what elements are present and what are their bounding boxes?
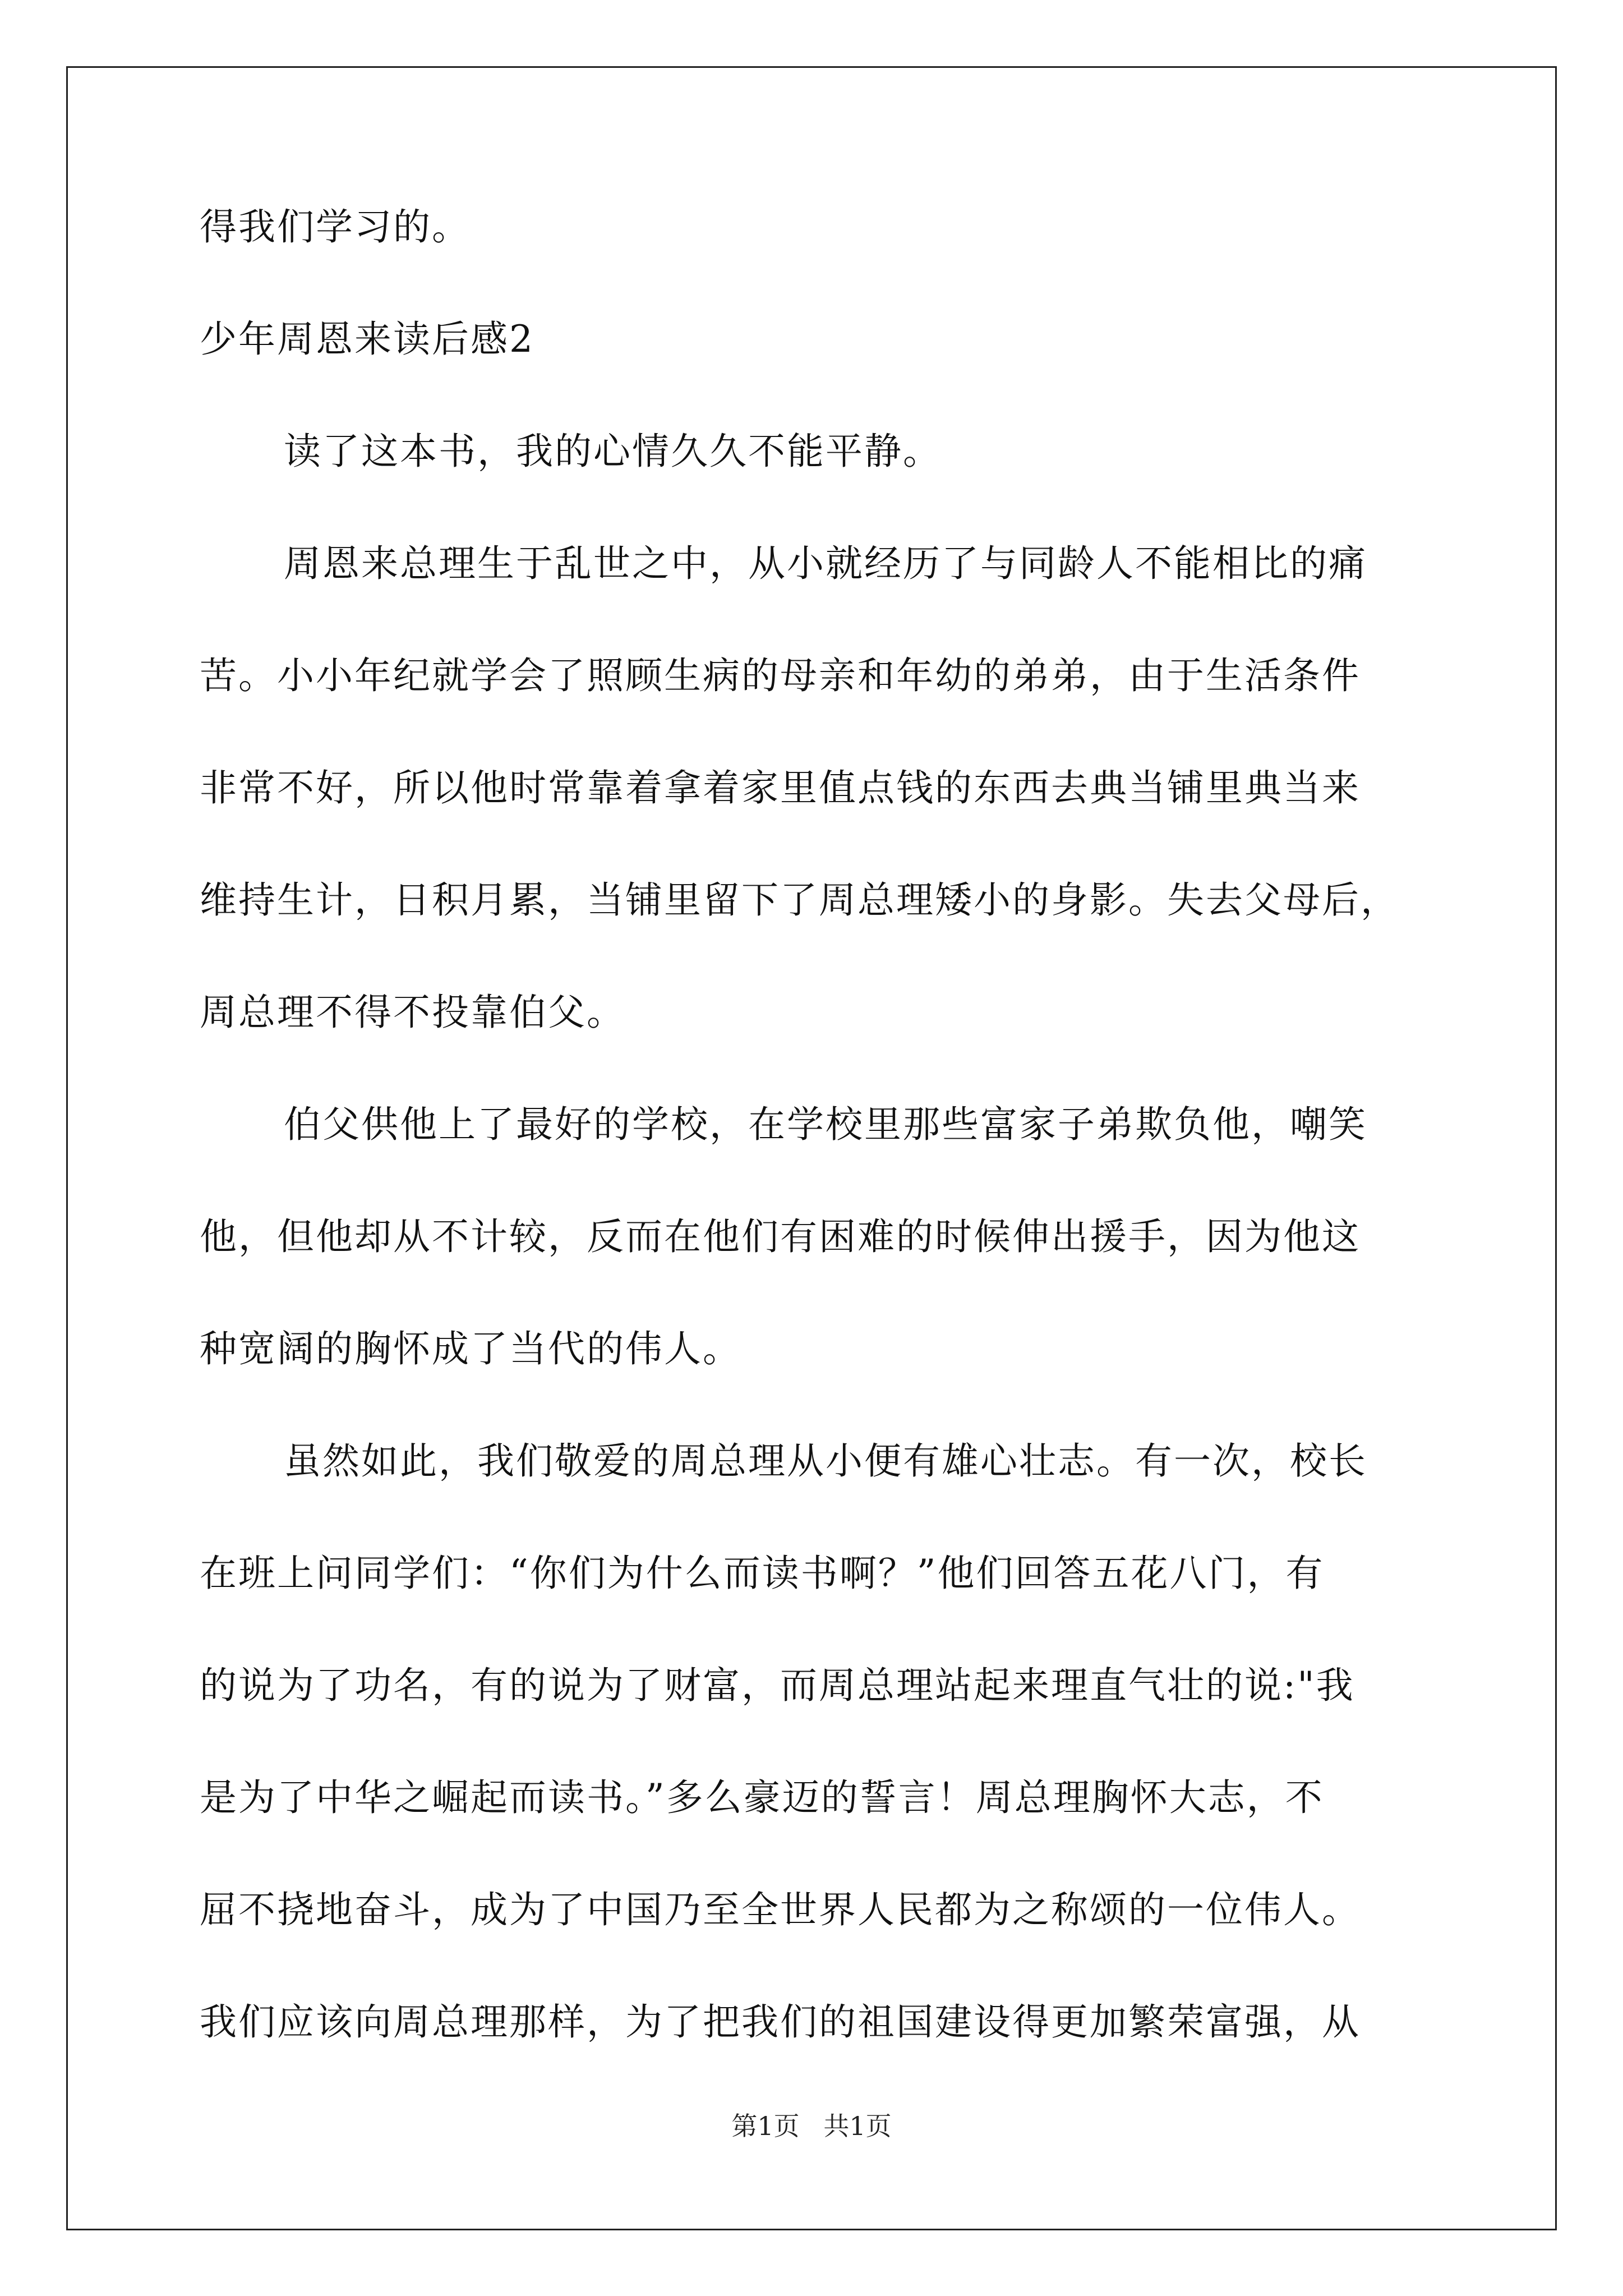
paragraph-line: 读了这本书，我的心情久久不能平静。 bbox=[284, 430, 942, 473]
paragraph-line: 屈不挠地奋斗，成为了中国乃至全世界人民都为之称颂的一位伟人。 bbox=[200, 1888, 1361, 1931]
paragraph-line: 在班上问同学们：“你们为什么而读书啊？”他们回答五花八门，有 bbox=[200, 1552, 1325, 1595]
paragraph-line: 他，但他却从不计较，反而在他们有困难的时候伸出援手，因为他这 bbox=[200, 1215, 1361, 1258]
paragraph-line: 虽然如此，我们敬爱的周总理从小便有雄心壮志。有一次，校长 bbox=[284, 1439, 1367, 1483]
paragraph-line: 非常不好，所以他时常靠着拿着家里值点钱的东西去典当铺里典当来 bbox=[200, 766, 1361, 809]
page-footer bbox=[0, 2109, 1623, 2143]
page-total: 共1页 bbox=[823, 2111, 892, 2141]
section-heading: 少年周恩来读后感2 bbox=[200, 318, 534, 361]
page-number: 第1页 bbox=[731, 2111, 800, 2141]
paragraph-line: 伯父供他上了最好的学校，在学校里那些富家子弟欺负他，嘲笑 bbox=[284, 1103, 1367, 1146]
paragraph-line: 种宽阔的胸怀成了当代的伟人。 bbox=[200, 1327, 741, 1370]
paragraph-line: 维持生计，日积月累，当铺里留下了周总理矮小的身影。失去父母后， bbox=[200, 878, 1399, 922]
paragraph-line: 苦。小小年纪就学会了照顾生病的母亲和年幼的弟弟，由于生活条件 bbox=[200, 654, 1361, 697]
paragraph-line: 周恩来总理生于乱世之中，从小就经历了与同龄人不能相比的痛 bbox=[284, 542, 1367, 585]
paragraph-line: 的说为了功名，有的说为了财富，而周总理站起来理直气壮的说:"我 bbox=[200, 1664, 1355, 1707]
paragraph-line: 是为了中华之崛起而读书。”多么豪迈的誓言！周总理胸怀大志，不 bbox=[200, 1776, 1324, 1819]
paragraph-line: 我们应该向周总理那样，为了把我们的祖国建设得更加繁荣富强，从 bbox=[200, 2000, 1361, 2044]
paragraph-line: 周总理不得不投靠伯父。 bbox=[200, 991, 625, 1034]
text-line: 得我们学习的。 bbox=[200, 205, 471, 249]
